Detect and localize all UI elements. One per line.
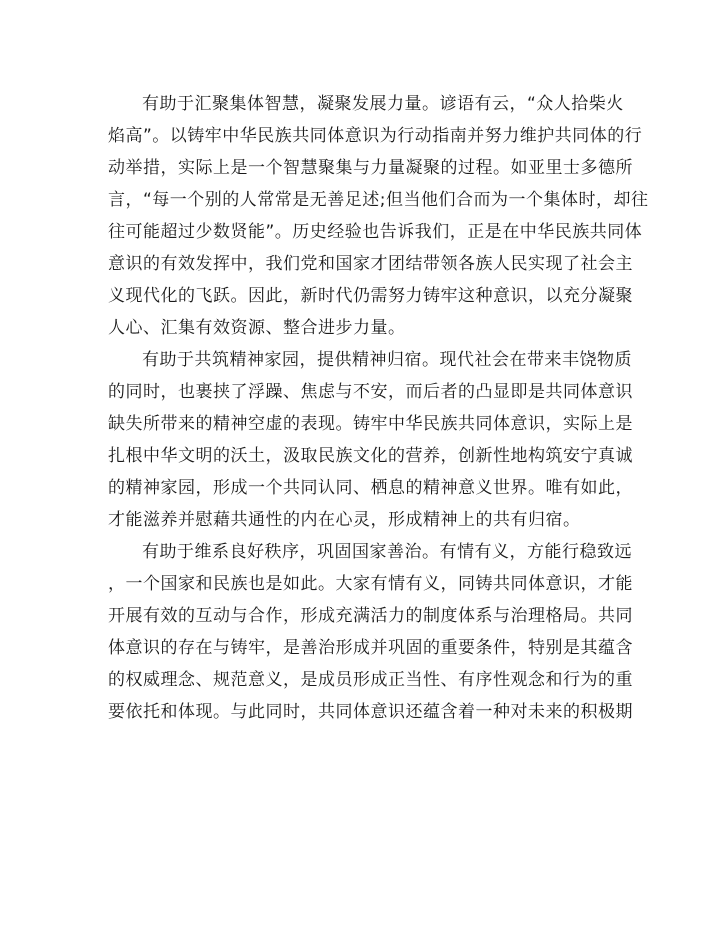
- text-line: 言，“每一个别的人常常是无善足述;但当他们合而为一个集体时，却往: [108, 190, 649, 210]
- document-body: [108, 88, 649, 728]
- paragraph-good-order: [108, 536, 633, 728]
- text-line: 义现代化的飞跃。因此，新时代仍需努力铸牢这种意识，以充分凝聚: [108, 286, 633, 306]
- text-line: 人心、汇集有效资源、整合进步力量。: [108, 318, 406, 338]
- text-line: 才能滋养并慰藉共通性的内在心灵，形成精神上的共有归宿。: [108, 510, 581, 530]
- text-line: ，一个国家和民族也是如此。大家有情有义，同铸共同体意识，才能: [108, 574, 633, 594]
- text-line: 缺失所带来的精神空虚的表现。铸牢中华民族共同体意识，实际上是: [108, 414, 633, 434]
- paragraph-spiritual-home: [108, 344, 633, 536]
- text-line: 焰高”。以铸牢中华民族共同体意识为行动指南并努力维护共同体的行: [108, 126, 643, 146]
- text-line: 动举措，实际上是一个智慧聚集与力量凝聚的过程。如亚里士多德所: [108, 158, 633, 178]
- text-line: 体意识的存在与铸牢，是善治形成并巩固的重要条件，特别是其蕴含: [108, 638, 633, 658]
- text-line: 意识的有效发挥中，我们党和国家才团结带领各族人民实现了社会主: [108, 254, 633, 274]
- text-line: 扎根中华文明的沃土，汲取民族文化的营养，创新性地构筑安宁真诚: [108, 446, 633, 466]
- paragraph-gather-wisdom: [108, 88, 649, 344]
- text-line: 往可能超过少数贤能”。历史经验也告诉我们，正是在中华民族共同体: [108, 222, 643, 242]
- text-line: 有助于汇聚集体智慧，凝聚发展力量。谚语有云，“众人拾柴火: [142, 94, 624, 114]
- text-line: 有助于共筑精神家园，提供精神归宿。现代社会在带来丰饶物质: [142, 350, 632, 370]
- text-line: 的同时，也裹挟了浮躁、焦虑与不安，而后者的凸显即是共同体意识: [108, 382, 633, 402]
- text-line: 的权威理念、规范意义，是成员形成正当性、有序性观念和行为的重: [108, 670, 633, 690]
- text-line: 的精神家园，形成一个共同认同、栖息的精神意义世界。唯有如此，: [108, 478, 633, 498]
- text-line: 有助于维系良好秩序，巩固国家善治。有情有义，方能行稳致远: [142, 542, 632, 562]
- text-line: 开展有效的互动与合作，形成充满活力的制度体系与治理格局。共同: [108, 606, 633, 626]
- text-line: 要依托和体现。与此同时，共同体意识还蕴含着一种对未来的积极期: [108, 702, 633, 722]
